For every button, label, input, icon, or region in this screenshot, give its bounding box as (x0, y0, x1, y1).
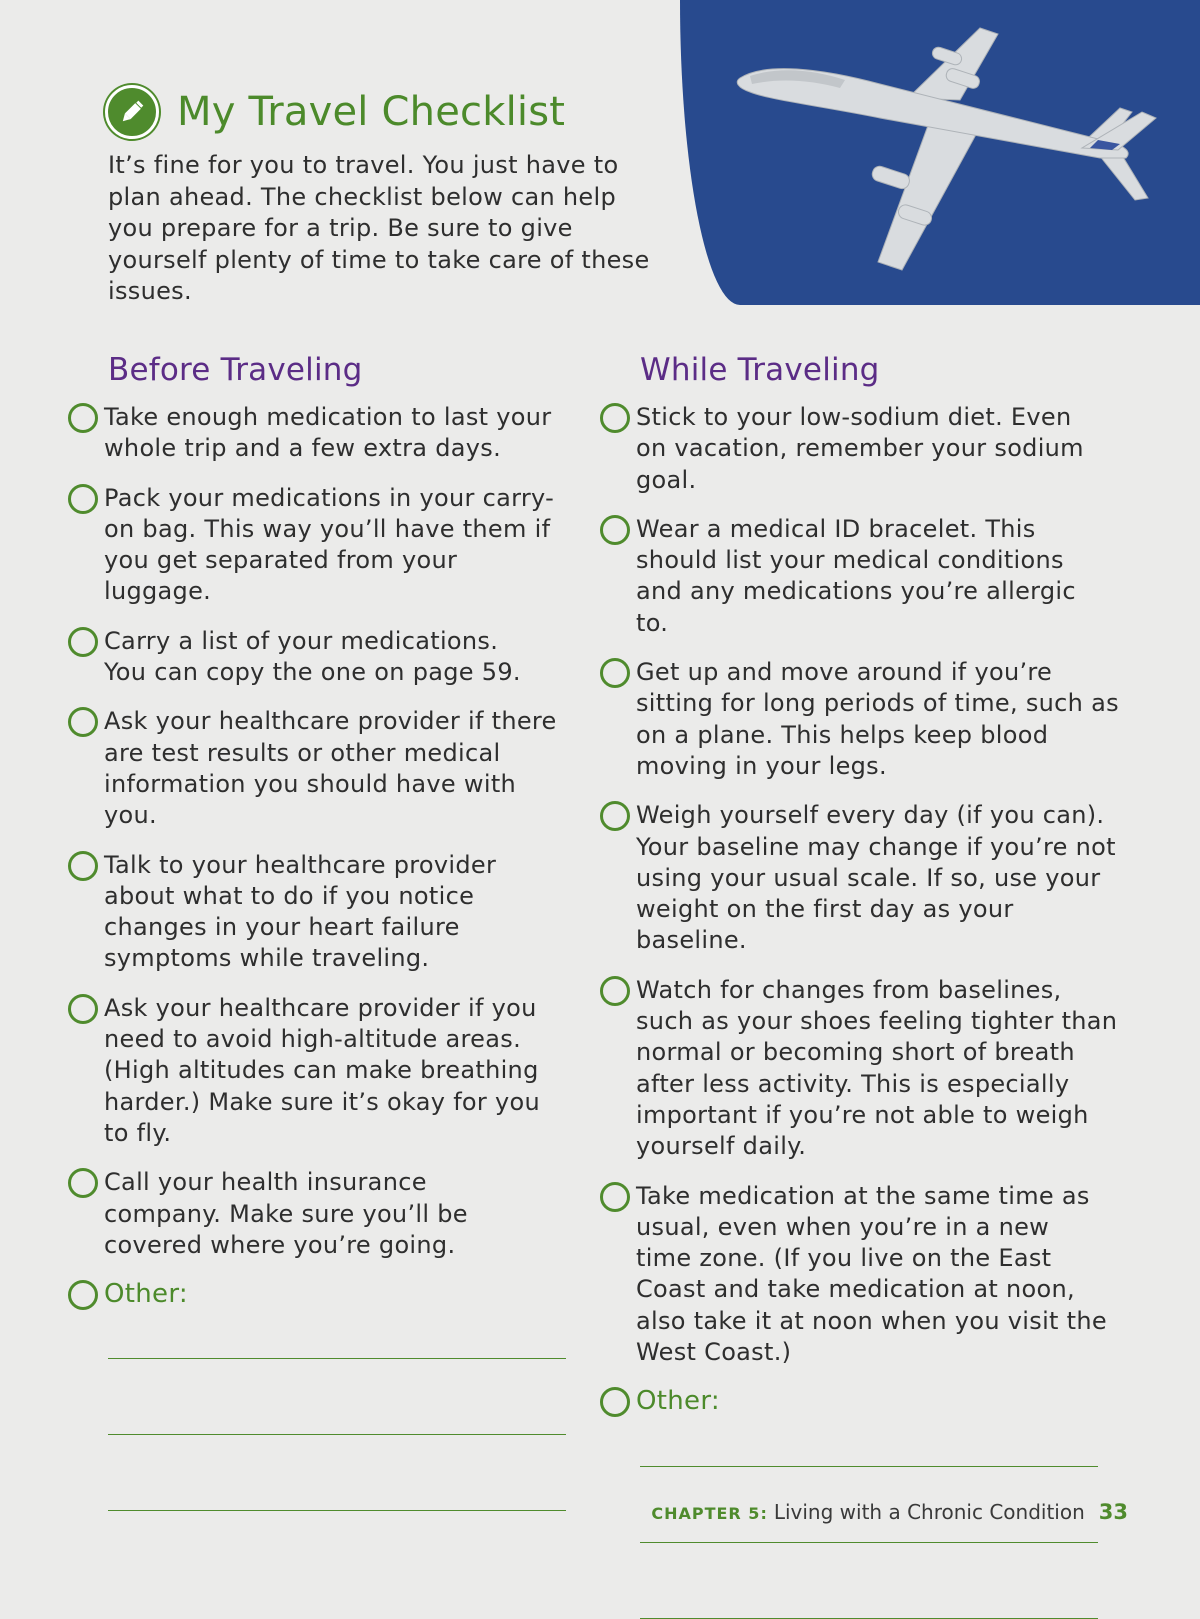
checklist-item-text: Wear a medical ID bracelet. This should list your medical conditions and any medications you’re allergic to. (636, 514, 1076, 637)
checklist-item[interactable] (68, 402, 568, 465)
checkbox-circle-icon[interactable] (600, 1182, 630, 1212)
airplane-illustration (680, 0, 1200, 305)
checklist-item-text: Ask your healthcare provider if you need to avoid high-altitude areas. (High altitudes can make breathing harder.) Make sure it’s okay for you to fly. (104, 993, 541, 1147)
write-in-line[interactable] (108, 1510, 566, 1511)
checklist-item[interactable] (600, 975, 1140, 1163)
write-in-line[interactable] (640, 1466, 1098, 1467)
checkbox-circle-icon[interactable] (600, 403, 630, 433)
checkbox-circle-icon[interactable] (68, 851, 98, 881)
checklist-item-text: Take medication at the same time as usual, even when you’re in a new time zone. (If you live on the East Coast and take medication at noon, also take it at noon when you visit the West Coast.) (636, 1181, 1107, 1367)
checklist-item-other[interactable] (600, 1386, 1140, 1417)
write-in-line[interactable] (108, 1358, 566, 1359)
checkbox-circle-icon[interactable] (68, 1280, 98, 1310)
title-row (105, 84, 565, 140)
checkbox-circle-icon[interactable] (68, 1168, 98, 1198)
while-traveling-section (600, 352, 1140, 1619)
checkbox-circle-icon[interactable] (600, 1387, 630, 1417)
checkbox-circle-icon[interactable] (600, 658, 630, 688)
checkbox-circle-icon[interactable] (68, 627, 98, 657)
pencil-icon (105, 85, 159, 139)
other-label: Other: (104, 1279, 188, 1310)
checklist-item-other[interactable] (68, 1279, 568, 1310)
write-in-line[interactable] (640, 1542, 1098, 1543)
chapter-label: CHAPTER 5: (651, 1504, 768, 1523)
checkbox-circle-icon[interactable] (68, 994, 98, 1024)
checkbox-circle-icon[interactable] (68, 484, 98, 514)
checklist-item[interactable] (600, 800, 1140, 956)
checklist-item-text: Pack your medications in your carry-on bag. This way you’ll have them if you get separated from your luggage. (104, 483, 555, 606)
page-footer (651, 1500, 1128, 1524)
checklist-item-text: Get up and move around if you’re sitting for long periods of time, such as on a plane. This helps keep blood moving in your legs. (636, 658, 1119, 780)
checklist-item[interactable] (68, 993, 568, 1149)
checklist-item-text: Carry a list of your medications. You can copy the one on page 59. (104, 626, 521, 687)
checklist-item-text: Watch for changes from baselines, such as your shoes feeling tighter than normal or becoming short of breath after less activity. This is especially important if you’re not able to weigh yourself daily. (636, 975, 1118, 1161)
before-traveling-section (68, 352, 568, 1511)
checklist-item-text: Talk to your healthcare provider about what to do if you notice changes in your heart failure symptoms while traveling. (104, 850, 497, 973)
checklist-item[interactable] (68, 483, 568, 608)
checkbox-circle-icon[interactable] (68, 403, 98, 433)
checkbox-circle-icon[interactable] (600, 976, 630, 1006)
section-heading-while: While Traveling (640, 352, 880, 388)
checklist-item-text: Weigh yourself every day (if you can). Your baseline may change if you’re not using your usual scale. If so, use your weight on the first day as your baseline. (636, 801, 1116, 955)
page-title: My Travel Checklist (177, 89, 566, 135)
checklist-item[interactable] (600, 1181, 1140, 1369)
checkbox-circle-icon[interactable] (600, 801, 630, 831)
other-label: Other: (636, 1386, 720, 1417)
write-in-line[interactable] (108, 1434, 566, 1435)
checklist-item-text: Ask your healthcare provider if there are test results or other medical information you should have with you. (104, 707, 557, 830)
checkbox-circle-icon[interactable] (600, 515, 630, 545)
checklist-item[interactable] (600, 402, 1140, 496)
write-in-line[interactable] (640, 1618, 1098, 1619)
checklist-item[interactable] (68, 706, 568, 831)
page-number: 33 (1098, 1500, 1128, 1524)
intro-paragraph: It’s fine for you to travel. You just have to plan ahead. The checklist below can help you prepare for a trip. Be sure to give yourself plenty of time to take care of these issues. (108, 151, 650, 305)
checklist-item-text: Stick to your low-sodium diet. Even on vacation, remember your sodium goal. (636, 403, 1084, 494)
checklist-item[interactable] (68, 850, 568, 975)
checklist-item-text: Take enough medication to last your whole trip and a few extra days. (104, 403, 552, 463)
chapter-title: Living with a Chronic Condition (773, 1500, 1085, 1524)
section-heading-before: Before Traveling (108, 352, 363, 388)
checklist-item[interactable] (600, 657, 1140, 782)
airplane-photo (680, 0, 1200, 305)
checklist-item[interactable] (600, 514, 1140, 639)
checklist-item[interactable] (68, 626, 568, 689)
checklist-item[interactable] (68, 1167, 568, 1261)
checklist-item-text: Call your health insurance company. Make sure you’ll be covered where you’re going. (104, 1168, 468, 1259)
checkbox-circle-icon[interactable] (68, 707, 98, 737)
